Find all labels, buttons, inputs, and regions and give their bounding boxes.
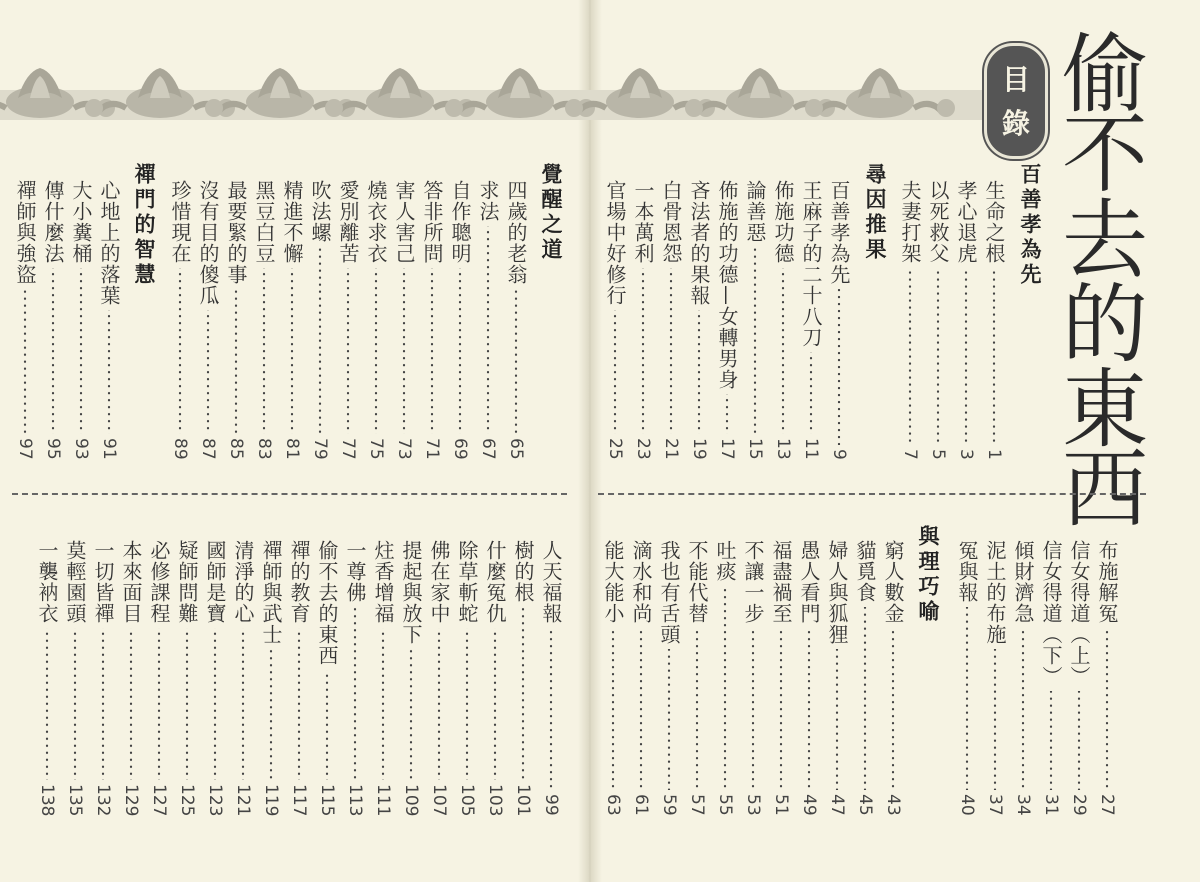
title-char: 的 (1062, 275, 1148, 375)
leader-dots (837, 289, 841, 445)
toc-entry[interactable]: 王麻子的二十八刀 11 (799, 180, 823, 460)
leader-dots (697, 310, 701, 434)
leader-dots (807, 628, 811, 790)
section-divider-right (598, 493, 1146, 495)
leader-dots (486, 226, 490, 434)
leader-dots (891, 628, 895, 790)
toc-entry[interactable]: 愛別離苦 77 (336, 180, 360, 460)
toc-entry[interactable]: 本來面目 129 (119, 540, 143, 816)
leader-dots (514, 289, 518, 434)
toc-entry[interactable]: 生命之根 1 (982, 180, 1006, 460)
leader-dots (290, 268, 294, 434)
leader-dots (402, 268, 406, 434)
toc-label-char: 錄 (1001, 107, 1030, 140)
toc-entry[interactable]: 不讓一步 53 (741, 540, 765, 816)
toc-entry[interactable]: 心地上的落葉 91 (97, 180, 121, 460)
leader-dots (381, 628, 385, 780)
toc-entry[interactable]: 官場中好修行 25 (603, 180, 627, 460)
section-heading: 百善孝為先 (1018, 163, 1043, 288)
title-char: 去 (1062, 191, 1148, 291)
title-char: 不 (1062, 105, 1148, 205)
toc-entry[interactable]: 福盡禍至 51 (769, 540, 793, 816)
toc-entry[interactable]: 莫輕園頭 135 (63, 540, 87, 816)
toc-entry[interactable]: 傳什麼法 95 (41, 180, 65, 460)
leader-dots (241, 628, 245, 780)
leader-dots (101, 628, 105, 780)
toc-entry[interactable]: 珍惜現在 89 (168, 180, 192, 460)
leader-dots (157, 628, 161, 780)
toc-entry[interactable]: 佈施功德 13 (771, 180, 795, 460)
leader-dots (753, 247, 757, 434)
toc-label-char: 目 (1001, 63, 1030, 96)
toc-entry[interactable]: 國師是寶 123 (203, 540, 227, 816)
toc-entry[interactable]: 自作聰明 69 (448, 180, 472, 460)
toc-entry[interactable]: 精進不懈 81 (280, 180, 304, 460)
toc-entry[interactable]: 答非所問 71 (420, 180, 444, 460)
leader-dots (79, 268, 83, 434)
toc-entry[interactable]: 提起與放下 109 (399, 540, 423, 816)
toc-entry[interactable]: 沒有目的傻瓜 87 (196, 180, 220, 460)
toc-entry[interactable]: 百善孝為先 9 (827, 180, 851, 460)
leader-dots (458, 268, 462, 434)
toc-entry[interactable]: 人天福報 99 (539, 540, 563, 816)
leader-dots (269, 649, 273, 780)
toc-entry[interactable]: 愚人看門 49 (797, 540, 821, 816)
leader-dots (779, 628, 783, 790)
title-char: 偷 (1062, 25, 1148, 125)
leader-dots (1021, 628, 1025, 790)
leader-dots (993, 649, 997, 790)
toc-entry[interactable]: 樹的根 101 (511, 540, 535, 816)
leader-dots (45, 628, 49, 780)
toc-entry[interactable]: 清淨的心 121 (231, 540, 255, 816)
toc-entry[interactable]: 四歲的老翁 65 (504, 180, 528, 460)
toc-entry[interactable]: 佛在家中 107 (427, 540, 451, 816)
toc-entry[interactable]: 布施解冤 27 (1095, 540, 1119, 816)
section-heading: 覺醒之道 (539, 163, 564, 263)
leader-dots (73, 628, 77, 780)
leader-dots (346, 268, 350, 434)
leader-dots (23, 289, 27, 434)
leader-dots (639, 628, 643, 790)
toc-entry[interactable]: 一襲衲衣 138 (35, 540, 59, 816)
leader-dots (641, 268, 645, 434)
leader-dots (262, 268, 266, 434)
toc-entry[interactable]: 泥土的布施 37 (983, 540, 1007, 816)
toc-entry[interactable]: 冤與報 40 (955, 540, 979, 816)
toc-entry[interactable]: 信女得道（上） 29 (1067, 540, 1091, 816)
title-char: 西 (1062, 440, 1148, 540)
leader-dots (835, 649, 839, 790)
leader-dots (107, 310, 111, 434)
toc-entry[interactable]: 白骨恩怨 21 (659, 180, 683, 460)
toc-entry[interactable]: 禪的教育 117 (287, 540, 311, 816)
toc-entry[interactable]: 吐痰 55 (713, 540, 737, 816)
leader-dots (213, 628, 217, 780)
leader-dots (611, 628, 615, 790)
leader-dots (667, 649, 671, 790)
toc-entry[interactable]: 孝心退虎 3 (954, 180, 978, 460)
leader-dots (129, 628, 133, 780)
toc-entry[interactable]: 最要緊的事 85 (224, 180, 248, 460)
toc-entry[interactable]: 夫妻打架 7 (898, 180, 922, 460)
leader-dots (936, 268, 940, 445)
leader-dots (51, 268, 55, 434)
leader-dots (437, 628, 441, 780)
leader-dots (409, 649, 413, 780)
toc-entry[interactable]: 滴水和尚 61 (629, 540, 653, 816)
toc-entry[interactable]: 信女得道（下） 31 (1039, 540, 1063, 816)
toc-entry[interactable]: 炷香增福 111 (371, 540, 395, 816)
toc-entry[interactable]: 佈施的功德—女轉男身 17 (715, 180, 739, 460)
toc-entry[interactable]: 能大能小 63 (601, 540, 625, 816)
toc-entry[interactable]: 害人害己 73 (392, 180, 416, 460)
leader-dots (325, 670, 329, 780)
toc-entry[interactable]: 求法 67 (476, 180, 500, 460)
leader-dots (1077, 691, 1081, 790)
leader-dots (374, 268, 378, 434)
toc-entry[interactable]: 傾財濟急 34 (1011, 540, 1035, 816)
toc-entry[interactable]: 我也有舌頭 59 (657, 540, 681, 816)
section-heading: 與理巧喻 (916, 525, 941, 625)
leader-dots (613, 310, 617, 434)
toc-entry[interactable]: 大小糞桶 93 (69, 180, 93, 460)
section-heading: 尋因推果 (863, 163, 888, 263)
leader-dots (863, 607, 867, 790)
toc-entry[interactable]: 偷不去的東西 115 (315, 540, 339, 816)
leader-dots (1049, 691, 1053, 790)
leader-dots (908, 268, 912, 445)
toc-entry[interactable]: 禪師與強盜 97 (13, 180, 37, 460)
section-heading: 禪門的智慧 (132, 163, 157, 288)
toc-entry[interactable]: 疑師問難 125 (175, 540, 199, 816)
toc-entry[interactable]: 黑豆白豆 83 (252, 180, 276, 460)
leader-dots (695, 628, 699, 790)
toc-label-badge (984, 43, 1048, 159)
toc-entry[interactable]: 論善惡 15 (743, 180, 767, 460)
toc-entry[interactable]: 必修課程 127 (147, 540, 171, 816)
leader-dots (353, 607, 357, 780)
section-divider-left (12, 493, 567, 495)
toc-entry[interactable]: 禪師與武士 119 (259, 540, 283, 816)
leader-dots (318, 247, 322, 434)
leader-dots (549, 628, 553, 790)
leader-dots (781, 268, 785, 434)
leader-dots (521, 607, 525, 780)
toc-entry[interactable]: 一切皆禪 132 (91, 540, 115, 816)
leader-dots (178, 268, 182, 434)
leader-dots (965, 607, 969, 790)
leader-dots (493, 628, 497, 780)
leader-dots (1105, 628, 1109, 790)
leader-dots (206, 310, 210, 434)
leader-dots (809, 352, 813, 434)
leader-dots (669, 268, 673, 434)
leader-dots (964, 268, 968, 445)
toc-entry[interactable]: 貓覓食 45 (853, 540, 877, 816)
leader-dots (430, 268, 434, 434)
lotus-ornament-band (0, 60, 990, 138)
leader-dots (992, 268, 996, 445)
toc-entry[interactable]: 窮人數金 43 (881, 540, 905, 816)
leader-dots (723, 586, 727, 790)
toc-entry[interactable]: 除草斬蛇 105 (455, 540, 479, 816)
leader-dots (185, 628, 189, 780)
toc-entry[interactable]: 一尊佛 113 (343, 540, 367, 816)
toc-entry[interactable]: 一本萬利 23 (631, 180, 655, 460)
toc-entry[interactable]: 燒衣求衣 75 (364, 180, 388, 460)
title-char: 東 (1062, 360, 1148, 460)
toc-entry[interactable]: 婦人與狐狸 47 (825, 540, 849, 816)
leader-dots (725, 394, 729, 434)
leader-dots (465, 628, 469, 780)
leader-dots (234, 289, 238, 434)
toc-entry[interactable]: 吹法螺 79 (308, 180, 332, 460)
toc-entry[interactable]: 不能代替 57 (685, 540, 709, 816)
leader-dots (297, 628, 301, 780)
leader-dots (751, 628, 755, 790)
toc-entry[interactable]: 吝法者的果報 19 (687, 180, 711, 460)
toc-entry[interactable]: 以死救父 5 (926, 180, 950, 460)
toc-entry[interactable]: 什麼冤仇 103 (483, 540, 507, 816)
